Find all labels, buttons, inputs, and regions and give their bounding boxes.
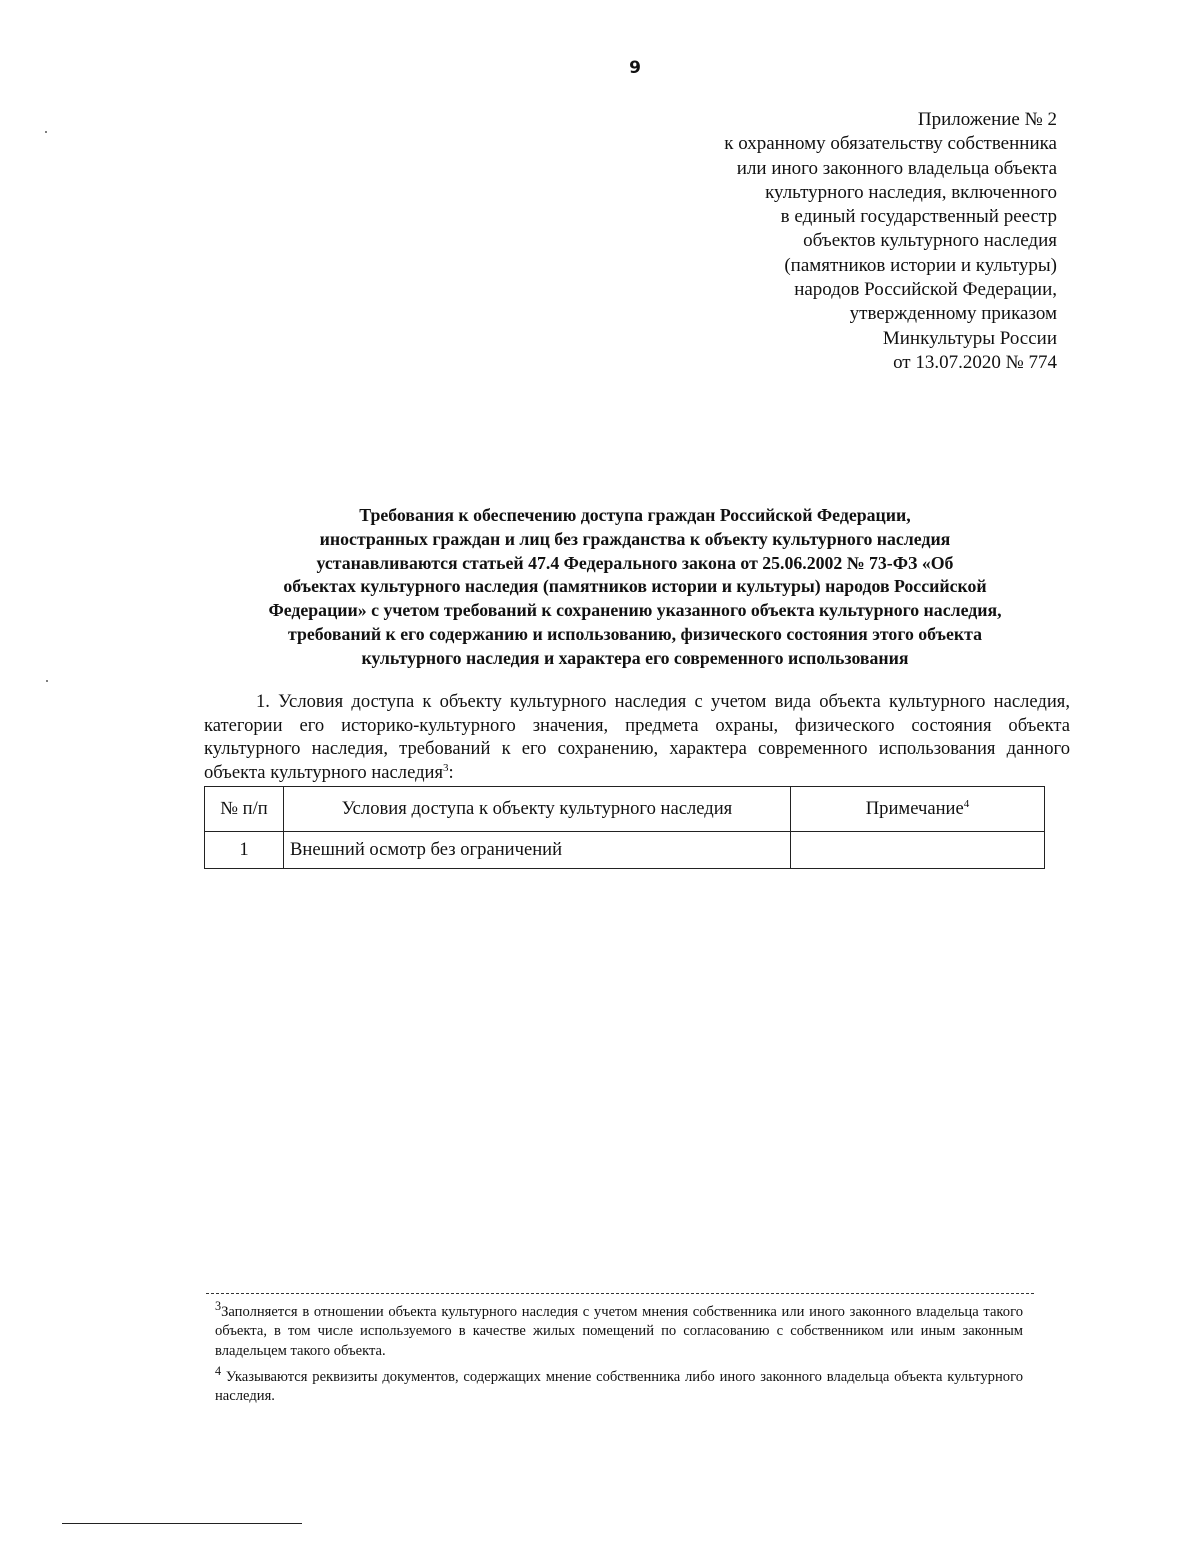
- appendix-line: к охранному обязательству собственника: [724, 133, 1057, 155]
- appendix-line: народов Российской Федерации,: [794, 279, 1057, 301]
- bottom-rule: [62, 1523, 302, 1524]
- footnote-4: [215, 1362, 1023, 1407]
- title-line: требований к его содержанию и использованию, физического состояния этого объекта: [288, 623, 982, 644]
- section-1-suffix: :: [448, 761, 454, 783]
- title-line: культурного наследия и характера его современного использования: [361, 647, 909, 668]
- section-1-paragraph: [204, 690, 1070, 784]
- footnote-ref-3: 3: [443, 761, 449, 774]
- table-header-row: [205, 787, 1045, 832]
- title-line: Требования к обеспечению доступа граждан Российской Федерации,: [359, 505, 911, 525]
- appendix-header: [597, 108, 1057, 375]
- footnotes: [215, 1297, 1023, 1407]
- cell-note: [791, 832, 1045, 869]
- access-conditions-table: [204, 786, 1045, 869]
- footnote-separator: [206, 1293, 1034, 1294]
- title-line: устанавливаются статьей 47.4 Федерального закона от 25.06.2002 № 73-ФЗ «Об: [316, 552, 954, 573]
- table-row: [205, 832, 1045, 869]
- title-line: Федерации» с учетом требований к сохранению указанного объекта культурного наследия,: [268, 600, 1002, 621]
- section-1-text: 1. Условия доступа к объекту культурного наследия с учетом вида объекта культурного наследия, категории его историко-культурного значения, предмета охраны, физического состояния объекта культурного наследия, требований к его сохранению, характера современного использования данного объекта культурного наследия: [204, 691, 1070, 783]
- appendix-line: в единый государственный реестр: [780, 206, 1057, 228]
- footnote-marker: 3: [215, 1299, 222, 1313]
- scan-speck: [45, 131, 47, 133]
- header-note: [791, 787, 1045, 832]
- cell-conditions: Внешний осмотр без ограничений: [284, 832, 791, 869]
- appendix-line: утвержденному приказом: [849, 303, 1057, 325]
- header-note-label: Примечание: [865, 798, 964, 819]
- title-line: иностранных граждан и лиц без гражданства к объекту культурного наследия: [319, 528, 951, 549]
- appendix-line: (памятников истории и культуры): [784, 254, 1057, 276]
- appendix-line: Приложение № 2: [917, 109, 1057, 130]
- appendix-line: или иного законного владельца объекта: [736, 157, 1057, 179]
- appendix-line: культурного наследия, включенного: [765, 181, 1057, 203]
- scan-speck: [46, 680, 48, 682]
- cell-num: 1: [205, 832, 284, 869]
- footnote-text: Заполняется в отношении объекта культурного наследия с учетом мнения собственника или иного законного владельца такого объекта, в том числе используемого в качестве жилых помещений по согласованию с собственником или иным законным владельцем такого объекта.: [215, 1303, 1023, 1360]
- appendix-line: от 13.07.2020 № 774: [893, 351, 1057, 373]
- document-title: [190, 504, 1080, 671]
- appendix-line: объектов культурного наследия: [803, 230, 1057, 252]
- header-num: № п/п: [205, 787, 284, 832]
- footnote-marker: 4: [215, 1363, 222, 1378]
- title-line: объектах культурного наследия (памятников истории и культуры) народов Российской: [283, 576, 987, 597]
- footnote-text: Указываются реквизиты документов, содержащих мнение собственника либо иного законного владельца объекта культурного наследия.: [215, 1368, 1023, 1405]
- page-number: 9: [629, 58, 641, 78]
- footnote-ref-4: 4: [963, 797, 970, 810]
- header-conditions: Условия доступа к объекту культурного наследия: [284, 787, 791, 832]
- footnote-3: [215, 1297, 1023, 1362]
- appendix-line: Минкультуры России: [882, 327, 1057, 349]
